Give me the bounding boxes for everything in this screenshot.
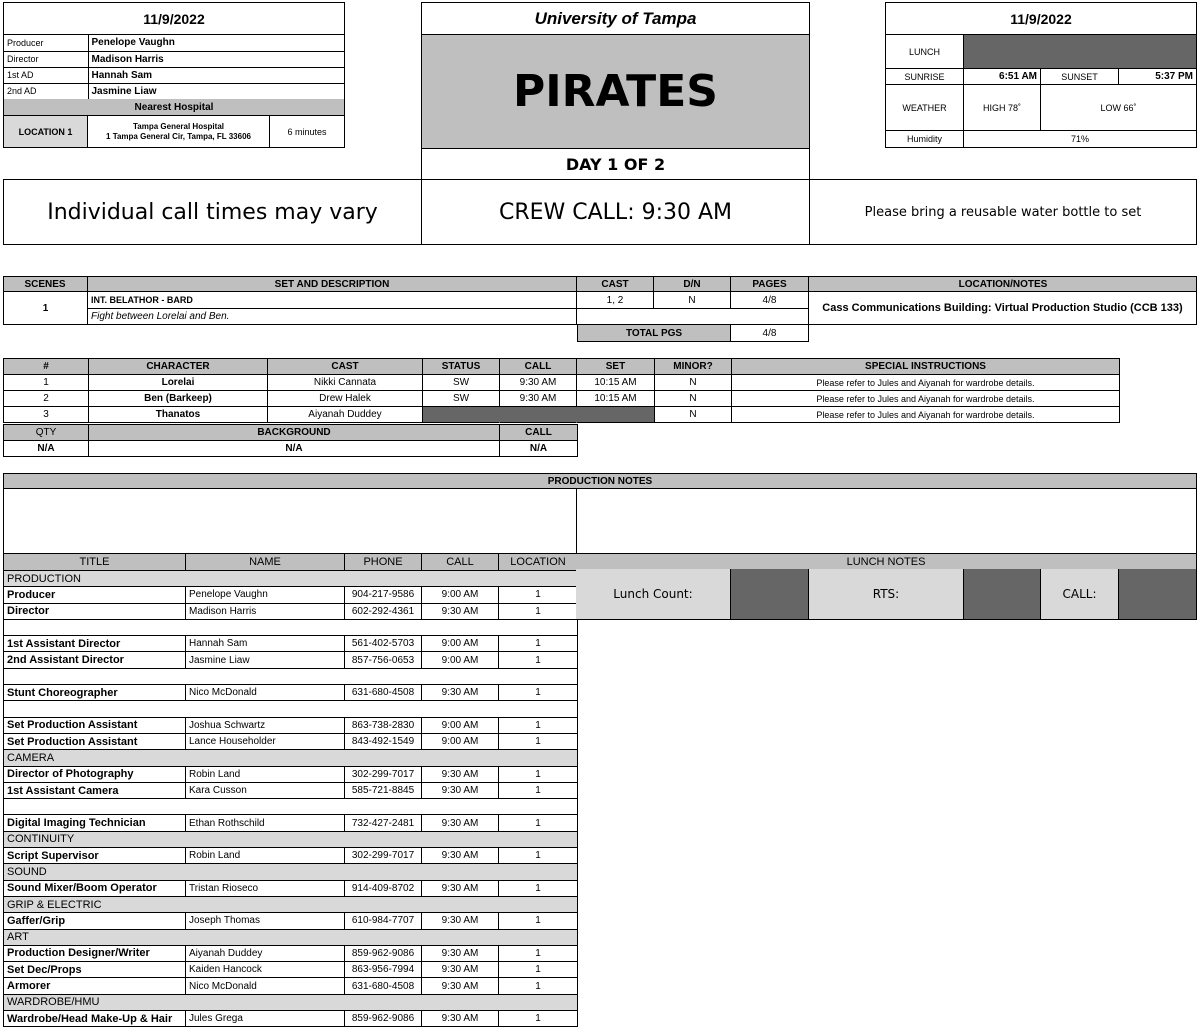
crew-section-row: [4, 994, 578, 1010]
crew-name: Penelope Vaughn: [186, 587, 345, 603]
cast-set: 10:15 AM: [577, 391, 655, 407]
crew-phone: 561-402-5703: [345, 636, 422, 652]
cast-row: [4, 375, 1120, 391]
crew-summary-name: Hannah Sam: [91, 69, 153, 81]
crew-location: 1: [535, 768, 541, 780]
scenes-header-set: SET AND DESCRIPTION: [88, 276, 577, 292]
banner-note: Please bring a reusable water bottle to set: [864, 204, 1142, 220]
cast-status: [423, 407, 500, 423]
crew-location: 1: [535, 687, 541, 699]
production-notes-header: PRODUCTION NOTES: [3, 473, 1197, 489]
crew-name: Robin Land: [186, 766, 345, 782]
scenes-header-pages: PAGES: [731, 276, 809, 292]
cast-set: 10:15 AM: [577, 375, 655, 391]
crew-phone: 610-984-7707: [345, 913, 422, 929]
crew-call: 9:30 AM: [422, 685, 499, 701]
sunset-time: 5:37 PM: [1119, 69, 1196, 85]
background-grid: [3, 424, 578, 457]
crew-header-location: LOCATION: [510, 556, 566, 568]
crew-phone: 863-738-2830: [345, 717, 422, 733]
cast-minor: N: [655, 375, 732, 391]
crew-blank-cell: [4, 701, 578, 717]
crew-row: [4, 848, 578, 864]
bg-header-qty: QTY: [4, 425, 89, 441]
crew-location: 1: [535, 589, 541, 601]
crew-phone: 602-292-4361: [345, 603, 422, 619]
crew-title: Production Designer/Writer: [4, 945, 186, 961]
crew-location: 1: [535, 736, 541, 748]
bg-header-background: BACKGROUND: [89, 425, 500, 441]
cast-table: [3, 358, 1120, 457]
crew-phone: 631-680-4508: [345, 685, 422, 701]
crew-row: [4, 945, 578, 961]
crew-call: 9:30 AM: [422, 1011, 499, 1027]
scene-number: 1: [3, 292, 88, 325]
lunch-count-value: [731, 569, 809, 619]
weather-high: HIGH 78˚: [964, 85, 1041, 131]
crew-name: Ethan Rothschild: [186, 815, 345, 831]
crew-call: 9:00 AM: [422, 733, 499, 749]
crew-name: Joshua Schwartz: [186, 717, 345, 733]
cast-character: Ben (Barkeep): [89, 391, 268, 407]
crew-location: 1: [535, 605, 541, 617]
crew-title: Director of Photography: [4, 766, 186, 782]
cast-character: Thanatos: [89, 407, 268, 423]
weather-label: WEATHER: [886, 85, 964, 131]
crew-blank-cell: [4, 668, 578, 684]
crew-name: Madison Harris: [186, 603, 345, 619]
scene-pages: 4/8: [731, 292, 809, 309]
crew-row: [4, 766, 578, 782]
crew-location: 1: [535, 719, 541, 731]
crew-location: 1: [535, 654, 541, 666]
cast-call: [500, 407, 577, 423]
crew-location: 1: [535, 964, 541, 976]
cast-header-instructions: SPECIAL INSTRUCTIONS: [865, 361, 986, 372]
crew-call: 9:00 AM: [422, 652, 499, 668]
cast-header-number: #: [4, 359, 89, 375]
cast-header-minor: MINOR?: [655, 359, 732, 375]
crew-location: 1: [535, 882, 541, 894]
header-right-box: [885, 2, 1197, 148]
crew-phone: 843-492-1549: [345, 733, 422, 749]
bg-qty: N/A: [4, 441, 89, 457]
crew-location: 1: [535, 638, 541, 650]
scenes-header-cast: CAST: [577, 276, 654, 292]
cast-minor: N: [655, 391, 732, 407]
crew-location: 1: [535, 850, 541, 862]
crew-title: Digital Imaging Technician: [4, 815, 186, 831]
crew-call: 9:30 AM: [422, 815, 499, 831]
lunch-label: LUNCH: [886, 35, 964, 69]
crew-blank-row: [4, 799, 578, 815]
crew-call: 9:30 AM: [422, 962, 499, 978]
cast-actor: Drew Halek: [268, 391, 423, 407]
crew-section-title: CAMERA: [7, 751, 55, 764]
crew-name: Kaiden Hancock: [186, 962, 345, 978]
scenes-header-dn: D/N: [654, 276, 731, 292]
crew-call: 9:30 AM: [422, 603, 499, 619]
cast-instructions: Please refer to Jules and Aiyanah for wardrobe details.: [816, 377, 1035, 388]
crew-call: 9:30 AM: [422, 848, 499, 864]
crew-summary-role: Director: [4, 51, 88, 67]
scenes-header-scenes: SCENES: [3, 276, 88, 292]
crew-section-row: [4, 831, 578, 847]
lunch-value: [964, 35, 1196, 69]
crew-row: [4, 733, 578, 749]
hospital-time: 6 minutes: [287, 126, 327, 137]
crew-section-row: [4, 929, 578, 945]
crew-location: 1: [535, 915, 541, 927]
cast-status: SW: [423, 391, 500, 407]
crew-title: Script Supervisor: [4, 848, 186, 864]
crew-section-row: [4, 571, 578, 587]
production-notes-right: [576, 488, 1197, 554]
crew-call: 9:30 AM: [422, 945, 499, 961]
cast-actor: Nikki Cannata: [268, 375, 423, 391]
cast-grid: [3, 358, 1120, 423]
crew-row: [4, 652, 578, 668]
cast-header-set: SET: [577, 359, 655, 375]
cast-header-status: STATUS: [423, 359, 500, 375]
crew-name: Lance Householder: [186, 733, 345, 749]
crew-blank-cell: [4, 619, 578, 635]
banner-row: [3, 179, 1197, 245]
nearest-hospital-label: Nearest Hospital: [4, 99, 344, 116]
crew-name: Jules Grega: [186, 1011, 345, 1027]
cast-character: Lorelai: [89, 375, 268, 391]
header-right-date: 11/9/2022: [886, 3, 1196, 35]
cast-number: 1: [4, 375, 89, 391]
crew-phone: 904-217-9586: [345, 587, 422, 603]
school-name: University of Tampa: [422, 3, 809, 35]
crew-phone: 585-721-8845: [345, 782, 422, 798]
crew-title: 1st Assistant Director: [4, 636, 186, 652]
crew-phone: 302-299-7017: [345, 766, 422, 782]
crew-location: 1: [535, 785, 541, 796]
crew-title: 2nd Assistant Director: [4, 652, 186, 668]
crew-blank-cell: [4, 799, 578, 815]
crew-title: Director: [4, 603, 186, 619]
crew-section-title: CONTINUITY: [7, 833, 75, 846]
crew-section-row: [4, 864, 578, 880]
crew-title: Gaffer/Grip: [4, 913, 186, 929]
header-left-box: [3, 2, 345, 148]
crew-location: 1: [535, 817, 541, 829]
production-notes-left: [3, 488, 577, 554]
crew-title: Producer: [4, 587, 186, 603]
crew-title: Set Production Assistant: [4, 717, 186, 733]
crew-call: 9:30 AM: [422, 782, 499, 798]
crew-section-title: WARDROBE/HMU: [7, 996, 100, 1009]
crew-blank-row: [4, 668, 578, 684]
crew-summary-name: Madison Harris: [91, 53, 164, 65]
cast-instructions: Please refer to Jules and Aiyanah for wardrobe details.: [816, 409, 1035, 420]
total-pages-value: 4/8: [731, 325, 809, 342]
crew-call: 9:30 AM: [422, 766, 499, 782]
crew-title: Sound Mixer/Boom Operator: [4, 880, 186, 896]
crew-summary-name: Jasmine Liaw: [91, 85, 157, 97]
day-count: DAY 1 OF 2: [565, 155, 666, 174]
crew-title: Stunt Choreographer: [4, 685, 186, 701]
crew-title: 1st Assistant Camera: [4, 782, 186, 798]
cast-set: [577, 407, 655, 423]
sunrise-time: 6:51 AM: [964, 69, 1041, 85]
crew-row: [4, 913, 578, 929]
crew-blank-row: [4, 619, 578, 635]
crew-location: 1: [535, 980, 541, 992]
crew-call: 9:00 AM: [422, 636, 499, 652]
crew-name: Kara Cusson: [186, 782, 345, 798]
cast-instructions: Please refer to Jules and Aiyanah for wardrobe details.: [816, 393, 1035, 404]
rts-label: RTS:: [809, 569, 964, 619]
crew-name: Joseph Thomas: [186, 913, 345, 929]
crew-title: Set Dec/Props: [4, 962, 186, 978]
crew-summary-role: 1st AD: [4, 67, 88, 83]
crew-row: [4, 1011, 578, 1027]
crew-row: [4, 685, 578, 701]
scene-location: Cass Communications Building: Virtual Production Studio (CCB 133): [809, 292, 1197, 325]
crew-call: 9:30 AM: [422, 978, 499, 994]
crew-section-title: SOUND: [7, 865, 47, 878]
sunset-label: SUNSET: [1041, 69, 1119, 85]
crew-phone: 631-680-4508: [345, 978, 422, 994]
crew-section-title: GRIP & ELECTRIC: [7, 898, 102, 911]
lunch-call-label: CALL:: [1041, 569, 1119, 619]
banner-call-times: Individual call times may vary: [4, 180, 422, 244]
crew-phone: 859-962-9086: [345, 945, 422, 961]
scene-cast-blank: [577, 309, 809, 325]
total-pages-label: TOTAL PGS: [577, 325, 731, 342]
header-left-date: 11/9/2022: [4, 3, 344, 35]
crew-row: [4, 603, 578, 619]
crew-location: 1: [535, 1013, 541, 1025]
cast-minor: N: [655, 407, 732, 423]
crew-row: [4, 880, 578, 896]
crew-table: [3, 553, 578, 1027]
production-title: PIRATES: [422, 35, 809, 149]
banner-crew-call: CREW CALL: 9:30 AM: [422, 180, 810, 244]
cast-actor: Aiyanah Duddey: [268, 407, 423, 423]
bg-call: N/A: [529, 443, 548, 454]
crew-header-call: CALL: [422, 554, 499, 571]
cast-call: 9:30 AM: [500, 375, 577, 391]
crew-header-phone: PHONE: [345, 554, 422, 571]
lunch-call-value: [1119, 569, 1196, 619]
crew-phone: 732-427-2481: [345, 815, 422, 831]
hospital-info: [88, 116, 270, 147]
scene-description: Fight between Lorelai and Ben.: [88, 309, 577, 325]
cast-header-call: CALL: [500, 359, 577, 375]
crew-name: Aiyanah Duddey: [186, 945, 345, 961]
crew-name: Nico McDonald: [186, 685, 345, 701]
scenes-table: [3, 276, 1197, 342]
crew-phone: 302-299-7017: [345, 848, 422, 864]
bg-header-call: CALL: [525, 427, 552, 438]
crew-phone: 857-756-0653: [345, 652, 422, 668]
crew-row: [4, 587, 578, 603]
crew-name: Hannah Sam: [186, 636, 345, 652]
cast-number: 2: [4, 391, 89, 407]
cast-number: 3: [4, 407, 89, 423]
lunch-notes-row: [576, 569, 1197, 620]
crew-header-title: TITLE: [4, 554, 186, 571]
crew-row: [4, 636, 578, 652]
hospital-name: Tampa General Hospital: [133, 122, 224, 131]
weather-low: LOW 66˚: [1041, 85, 1196, 131]
crew-title: Wardrobe/Head Make-Up & Hair: [4, 1011, 186, 1027]
cast-header-character: CHARACTER: [89, 359, 268, 375]
crew-row: [4, 978, 578, 994]
crew-name: Nico McDonald: [186, 978, 345, 994]
crew-title: Armorer: [4, 978, 186, 994]
crew-row: [4, 962, 578, 978]
crew-phone: 859-962-9086: [345, 1011, 422, 1027]
cast-header-cast: CAST: [268, 359, 423, 375]
lunch-count-label: Lunch Count:: [576, 569, 731, 619]
crew-call: 9:30 AM: [422, 880, 499, 896]
crew-summary-role: Producer: [4, 35, 88, 51]
cast-row: [4, 391, 1120, 407]
crew-phone: 863-956-7994: [345, 962, 422, 978]
hospital-address: 1 Tampa General Cir, Tampa, FL 33606: [106, 132, 251, 141]
humidity-label: Humidity: [886, 131, 964, 147]
crew-title: Set Production Assistant: [4, 733, 186, 749]
bg-background: N/A: [89, 441, 500, 457]
crew-summary-table: [4, 35, 344, 100]
scene-cast: 1, 2: [577, 292, 654, 309]
sunrise-label: SUNRISE: [886, 69, 964, 85]
crew-row: [4, 782, 578, 798]
location-label: LOCATION 1: [4, 116, 88, 147]
cast-row: [4, 407, 1120, 423]
crew-section-title: ART: [7, 931, 29, 944]
crew-section-row: [4, 750, 578, 766]
cast-call: 9:30 AM: [500, 391, 577, 407]
crew-blank-row: [4, 701, 578, 717]
crew-name: Robin Land: [186, 848, 345, 864]
rts-value: [964, 569, 1041, 619]
crew-row: [4, 717, 578, 733]
crew-section-title: PRODUCTION: [7, 572, 81, 585]
scene-dn: N: [654, 292, 731, 309]
crew-header-name: NAME: [186, 554, 345, 571]
crew-phone: 914-409-8702: [345, 880, 422, 896]
crew-row: [4, 815, 578, 831]
scenes-header-location: LOCATION/NOTES: [958, 278, 1048, 290]
crew-summary-role: 2nd AD: [4, 83, 88, 99]
cast-status: SW: [423, 375, 500, 391]
crew-call: 9:30 AM: [422, 913, 499, 929]
crew-summary-name: Penelope Vaughn: [91, 37, 175, 49]
crew-call: 9:00 AM: [422, 587, 499, 603]
scene-set: INT. BELATHOR - BARD: [88, 292, 577, 309]
crew-name: Tristan Rioseco: [186, 880, 345, 896]
lunch-notes-header: LUNCH NOTES: [576, 553, 1197, 570]
crew-name: Jasmine Liaw: [186, 652, 345, 668]
crew-section-row: [4, 896, 578, 912]
crew-call: 9:00 AM: [422, 717, 499, 733]
crew-location: 1: [535, 947, 541, 959]
humidity-value: 71%: [1070, 134, 1089, 144]
